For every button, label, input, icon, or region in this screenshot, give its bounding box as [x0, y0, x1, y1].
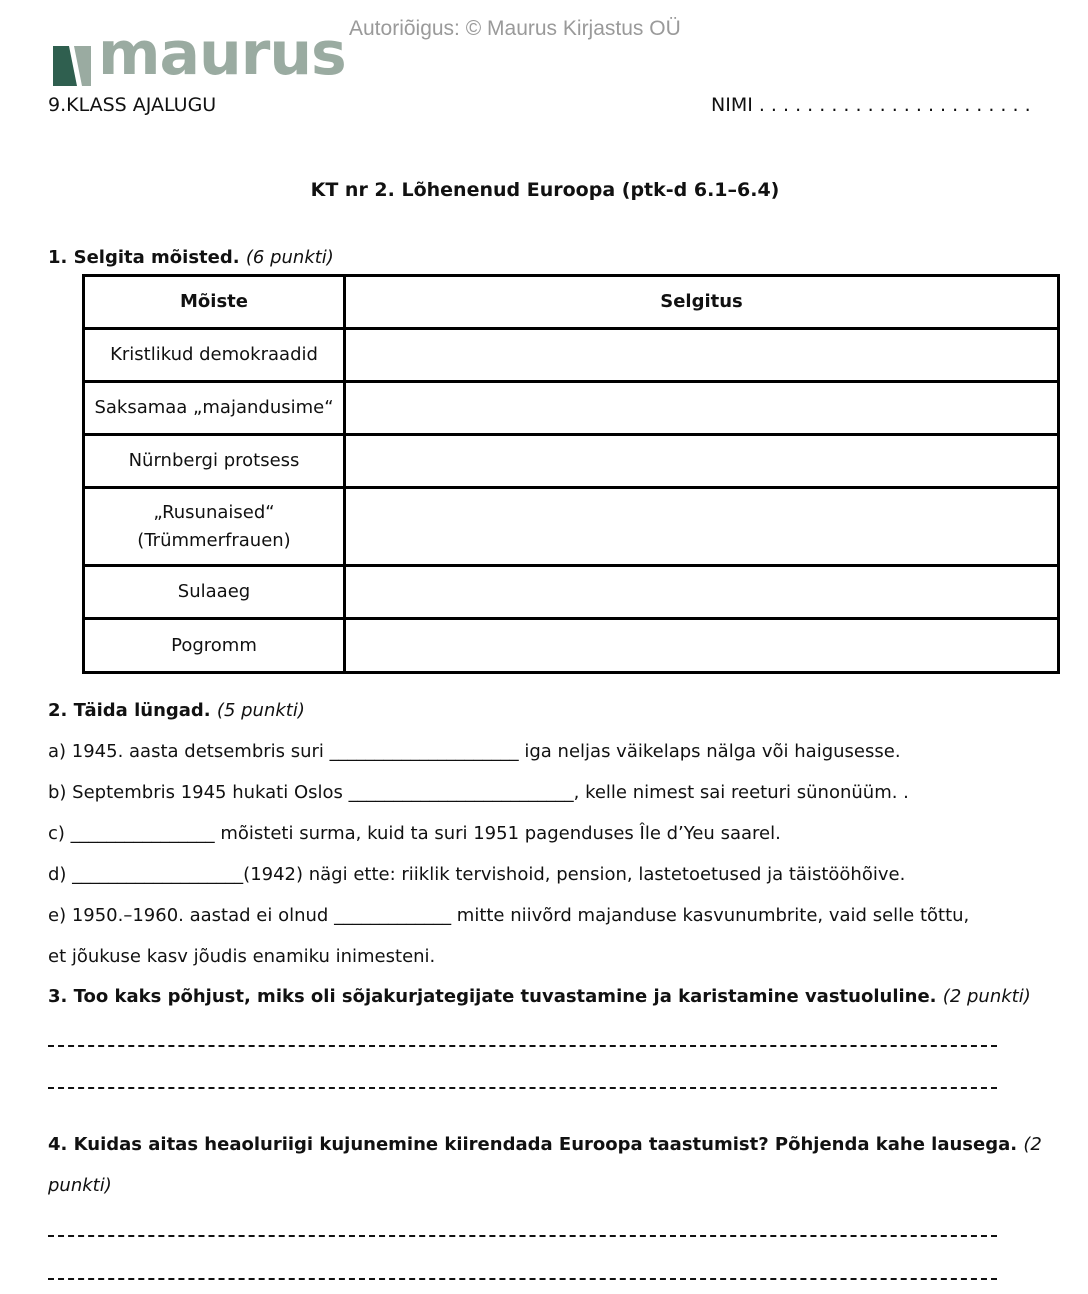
- fill-in-item-e-continuation: [48, 945, 435, 969]
- explanation-cell[interactable]: [345, 435, 1059, 488]
- term-cell: [84, 488, 345, 566]
- question-1-text: 1. Selgita mõisted.: [48, 247, 240, 268]
- term-cell: Pogromm: [84, 619, 345, 673]
- item-text: c): [48, 823, 71, 844]
- item-text: (1942) nägi ette: riiklik tervishoid, pension, lastetoetused ja täistööhõive.: [243, 864, 906, 885]
- fill-in-item-e: [48, 904, 969, 928]
- table-row: [84, 488, 1059, 566]
- item-text: , kelle nimest sai reeturi sünonüüm. .: [573, 782, 909, 803]
- table-row: [84, 382, 1059, 435]
- question-4-points-end: punkti): [48, 1175, 112, 1196]
- item-text: et jõukuse kasv jõudis enamiku inimesteni.: [48, 946, 436, 967]
- question-4-points-wrap: [48, 1175, 112, 1196]
- fill-blank[interactable]: _____________________: [329, 741, 519, 762]
- term-cell: Saksamaa „majandusime“: [84, 382, 345, 435]
- publisher-logo: [50, 19, 350, 89]
- fill-blank[interactable]: _____________: [334, 905, 452, 926]
- answer-line[interactable]: [48, 1045, 997, 1047]
- question-2-text: 2. Täida lüngad.: [48, 700, 211, 721]
- fill-in-item-a: [48, 740, 901, 764]
- table-row: [84, 329, 1059, 382]
- item-text: b) Septembris 1945 hukati Oslos: [48, 782, 349, 803]
- class-subject-label: 9.KLASS AJALUGU: [48, 94, 217, 116]
- table-row: [84, 566, 1059, 619]
- column-header-term: Mõiste: [84, 276, 345, 329]
- question-3-heading: [48, 986, 1031, 1007]
- logo-wordmark: maurus: [98, 19, 346, 89]
- fill-in-item-c: [48, 822, 781, 846]
- item-text: d): [48, 864, 73, 885]
- table-row: [84, 619, 1059, 673]
- question-2-heading: [48, 700, 305, 721]
- term-cell: Kristlikud demokraadid: [84, 329, 345, 382]
- table-row: [84, 435, 1059, 488]
- term-line-1: „Rusunaised“: [153, 501, 275, 523]
- question-2-points: (5 punkti): [216, 700, 305, 721]
- explanation-cell[interactable]: [345, 619, 1059, 673]
- terms-table: [82, 274, 1060, 674]
- term-cell: Nürnbergi protsess: [84, 435, 345, 488]
- explanation-cell[interactable]: [345, 382, 1059, 435]
- explanation-cell[interactable]: [345, 488, 1059, 566]
- question-1-points: (6 punkti): [245, 247, 334, 268]
- question-3-points: (2 punkti): [942, 986, 1031, 1007]
- term-line-2: (Trümmerfrauen): [137, 529, 291, 551]
- column-header-explanation: Selgitus: [345, 276, 1059, 329]
- answer-line[interactable]: [48, 1087, 997, 1089]
- fill-blank[interactable]: ___________________: [72, 864, 244, 885]
- student-name-field[interactable]: NIMI . . . . . . . . . . . . . . . . . . . . . . .: [711, 94, 1031, 116]
- fill-in-item-d: [48, 863, 905, 887]
- question-4-heading: [48, 1134, 1042, 1155]
- explanation-cell[interactable]: [345, 566, 1059, 619]
- item-text: mõisteti surma, kuid ta suri 1951 pagenduses Île d’Yeu saarel.: [214, 823, 781, 844]
- logo-mark-icon: [53, 46, 91, 86]
- item-text: mitte niivõrd majanduse kasvunumbrite, vaid selle tõttu,: [451, 905, 970, 926]
- test-title: KT nr 2. Lõhenenud Euroopa (ptk-d 6.1–6.4): [310, 179, 780, 201]
- answer-line[interactable]: [48, 1235, 997, 1237]
- fill-in-item-b: [48, 781, 909, 805]
- fill-blank[interactable]: ________________: [70, 823, 215, 844]
- fill-blank[interactable]: _________________________: [348, 782, 574, 803]
- question-4-points-start: (2: [1023, 1134, 1042, 1155]
- answer-line[interactable]: [48, 1278, 997, 1280]
- item-text: a) 1945. aasta detsembris suri: [48, 741, 330, 762]
- explanation-cell[interactable]: [345, 329, 1059, 382]
- item-text: e) 1950.–1960. aastad ei olnud: [48, 905, 335, 926]
- question-4-text: 4. Kuidas aitas heaoluriigi kujunemine kiirendada Euroopa taastumist? Põhjenda kahe lausega.: [48, 1134, 1018, 1155]
- question-1-heading: [48, 247, 334, 268]
- table-header-row: [84, 276, 1059, 329]
- item-text: iga neljas väikelaps nälga või haigusesse.: [518, 741, 901, 762]
- term-cell: Sulaaeg: [84, 566, 345, 619]
- copyright-notice: Autoriõigus: © Maurus Kirjastus OÜ: [349, 17, 681, 40]
- question-3-text: 3. Too kaks põhjust, miks oli sõjakurjategijate tuvastamine ja karistamine vastuoluline.: [48, 986, 937, 1007]
